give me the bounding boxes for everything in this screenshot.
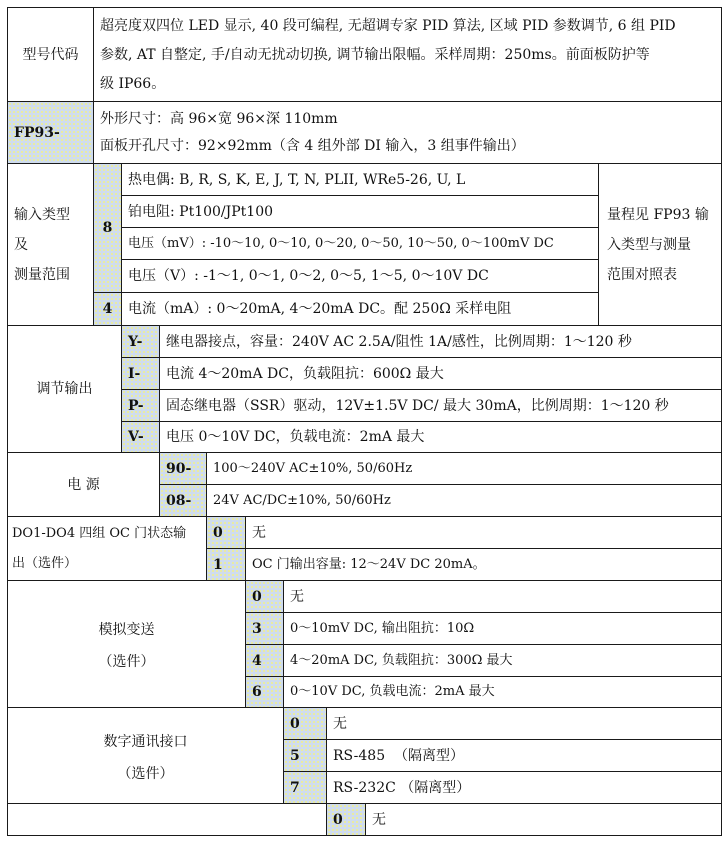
do-output-label [7, 516, 207, 581]
input-label-line: 测量范围 [14, 267, 70, 283]
analog-code-0 [245, 580, 284, 613]
input-code-4 [93, 292, 122, 326]
control-option-voltage [159, 421, 722, 453]
input-code-value: 8 [102, 220, 113, 236]
option-text: 24V AC/DC±10%, 50/60Hz [213, 492, 391, 508]
model-dimensions [93, 101, 722, 164]
input-type-label [7, 163, 94, 326]
option-text: RS-232C （隔离型） [333, 779, 471, 796]
model-code-value: FP93- [14, 124, 60, 141]
control-code-v [121, 421, 160, 453]
input-code-value: 4 [102, 301, 113, 317]
do-label-line: 出（选件） [12, 556, 78, 571]
control-option-relay [159, 325, 722, 358]
analog-transmit-label [7, 580, 246, 708]
comm-code-7 [283, 771, 327, 804]
option-code: 0 [252, 588, 262, 605]
model-code-cell [7, 101, 94, 164]
option-text: 无 [333, 715, 347, 732]
option-code: I- [128, 365, 141, 382]
option-text: 继电器接点，容量：240V AC 2.5A/阻性 1A/感性，比例周期：1～120 秒 [166, 333, 632, 350]
analog-option-v [283, 676, 722, 708]
model-code-description [93, 7, 722, 102]
analog-option-mv [283, 612, 722, 645]
option-code: 6 [252, 684, 262, 700]
option-code: 5 [290, 747, 300, 764]
do-code-1 [206, 548, 246, 581]
analog-label-line: （选件） [98, 654, 155, 670]
input-label-line: 输入类型 [14, 207, 70, 223]
input-item-text: 电压（V）: -1～1, 0～1, 0～2, 0～5, 1～5, 0～10V DC [128, 268, 489, 284]
option-text: RS-485 （隔离型） [333, 747, 464, 764]
option-code: 4 [252, 652, 262, 669]
control-code-i [121, 357, 160, 390]
description-line: 超亮度双四位 LED 显示, 40 段可编程, 无超调专家 PID 算法, 区域 PID 参数调节, 6 组 PID [100, 18, 676, 34]
option-code: 7 [290, 779, 300, 796]
control-code-p [121, 389, 160, 422]
option-code: 1 [213, 556, 223, 573]
comm-option-none [326, 707, 722, 740]
power-code-90 [159, 452, 207, 485]
option-text: 固态继电器（SSR）驱动，12V±1.5V DC/ 最大 30mA，比例周期：1～120 秒 [166, 397, 669, 414]
option-text: 电压 0～10V DC，负载电流：2mA 最大 [166, 429, 425, 445]
option-code: Y- [128, 333, 143, 350]
option-text: 无 [290, 588, 304, 605]
power-label [7, 452, 160, 517]
digital-comm-label [7, 707, 284, 804]
input-rtd [121, 195, 599, 228]
input-current [121, 292, 599, 326]
last-section-label [7, 803, 327, 836]
comm-option-rs485 [326, 739, 722, 772]
option-text: 0～10mV DC, 输出阻抗：10Ω [290, 620, 475, 636]
note-line: 范围对照表 [607, 267, 677, 283]
option-code: 08- [166, 492, 192, 509]
control-output-label [7, 325, 122, 453]
option-text: 100～240V AC±10%, 50/60Hz [213, 460, 413, 476]
comm-code-0 [283, 707, 327, 740]
power-option-ac [206, 452, 722, 485]
last-code-0 [326, 803, 366, 836]
comm-option-rs232c [326, 771, 722, 804]
option-text: 无 [372, 811, 386, 828]
description-line: 参数, AT 自整定, 手/自动无扰动切换, 调节输出限幅。采样周期：250ms。前面板防护等 [100, 47, 650, 63]
analog-option-ma [283, 644, 722, 677]
option-code: V- [128, 429, 144, 445]
control-option-ssr [159, 389, 722, 422]
model-code-label [7, 7, 94, 102]
option-code: 0 [333, 811, 343, 828]
analog-label-line: 模拟变送 [98, 622, 155, 638]
do-option-none [245, 516, 722, 549]
power-code-08 [159, 484, 207, 517]
option-code: 3 [252, 620, 262, 637]
note-line: 量程见 FP93 输 [607, 207, 709, 223]
option-text: 4～20mA DC, 负载阻抗：300Ω 最大 [290, 652, 513, 668]
power-label-text: 电 源 [67, 476, 100, 493]
option-code: P- [128, 397, 144, 414]
do-option-oc [245, 548, 722, 581]
option-code: 0 [290, 715, 300, 732]
input-code-8 [93, 163, 122, 293]
power-option-dc [206, 484, 722, 517]
control-code-y [121, 325, 160, 358]
option-code: 0 [213, 524, 223, 541]
option-text: 电流 4～20mA DC，负载阻抗：600Ω 最大 [166, 365, 444, 382]
option-text: OC 门输出容量: 12～24V DC 20mA。 [252, 556, 486, 572]
option-text: 无 [252, 524, 266, 541]
do-label-line: DO1-DO4 四组 OC 门状态输 [12, 526, 187, 541]
input-range-note [598, 163, 722, 326]
analog-code-3 [245, 612, 284, 645]
input-item-text: 铂电阻: Pt100/JPt100 [128, 203, 274, 220]
input-item-text: 电流（mA）: 0～20mA, 4～20mA DC。配 250Ω 采样电阻 [128, 301, 512, 317]
analog-code-6 [245, 676, 284, 708]
input-item-text: 热电偶: B, R, S, K, E, J, T, N, PLII, WRe5-26, U, L [128, 171, 466, 188]
control-option-current [159, 357, 722, 390]
option-text: 0～10V DC, 负载电流：2mA 最大 [290, 684, 495, 699]
do-code-0 [206, 516, 246, 549]
input-voltage-mv [121, 227, 599, 260]
option-code: 90- [166, 460, 192, 477]
analog-option-none [283, 580, 722, 613]
comm-label-line: 数字通讯接口 [103, 734, 188, 750]
model-code-label-text: 型号代码 [22, 46, 79, 63]
input-thermocouple [121, 163, 599, 196]
last-option-none [365, 803, 722, 836]
comm-label-line: （选件） [117, 766, 174, 782]
note-line: 入类型与测量 [607, 237, 691, 253]
input-label-line: 及 [14, 237, 28, 253]
comm-code-5 [283, 739, 327, 772]
input-item-text: 电压（mV）: -10～10, 0～10, 0～20, 0～50, 10～50, 0～100mV DC [128, 235, 554, 251]
input-voltage-v [121, 259, 599, 293]
description-line: 级 IP66。 [100, 76, 166, 92]
dimension-line: 面板开孔尺寸：92×92mm（含 4 组外部 DI 输入，3 组事件输出） [100, 138, 525, 154]
analog-code-4 [245, 644, 284, 677]
control-output-label-text: 调节输出 [36, 381, 93, 397]
dimension-line: 外形尺寸：高 96×宽 96×深 110mm [100, 111, 338, 127]
